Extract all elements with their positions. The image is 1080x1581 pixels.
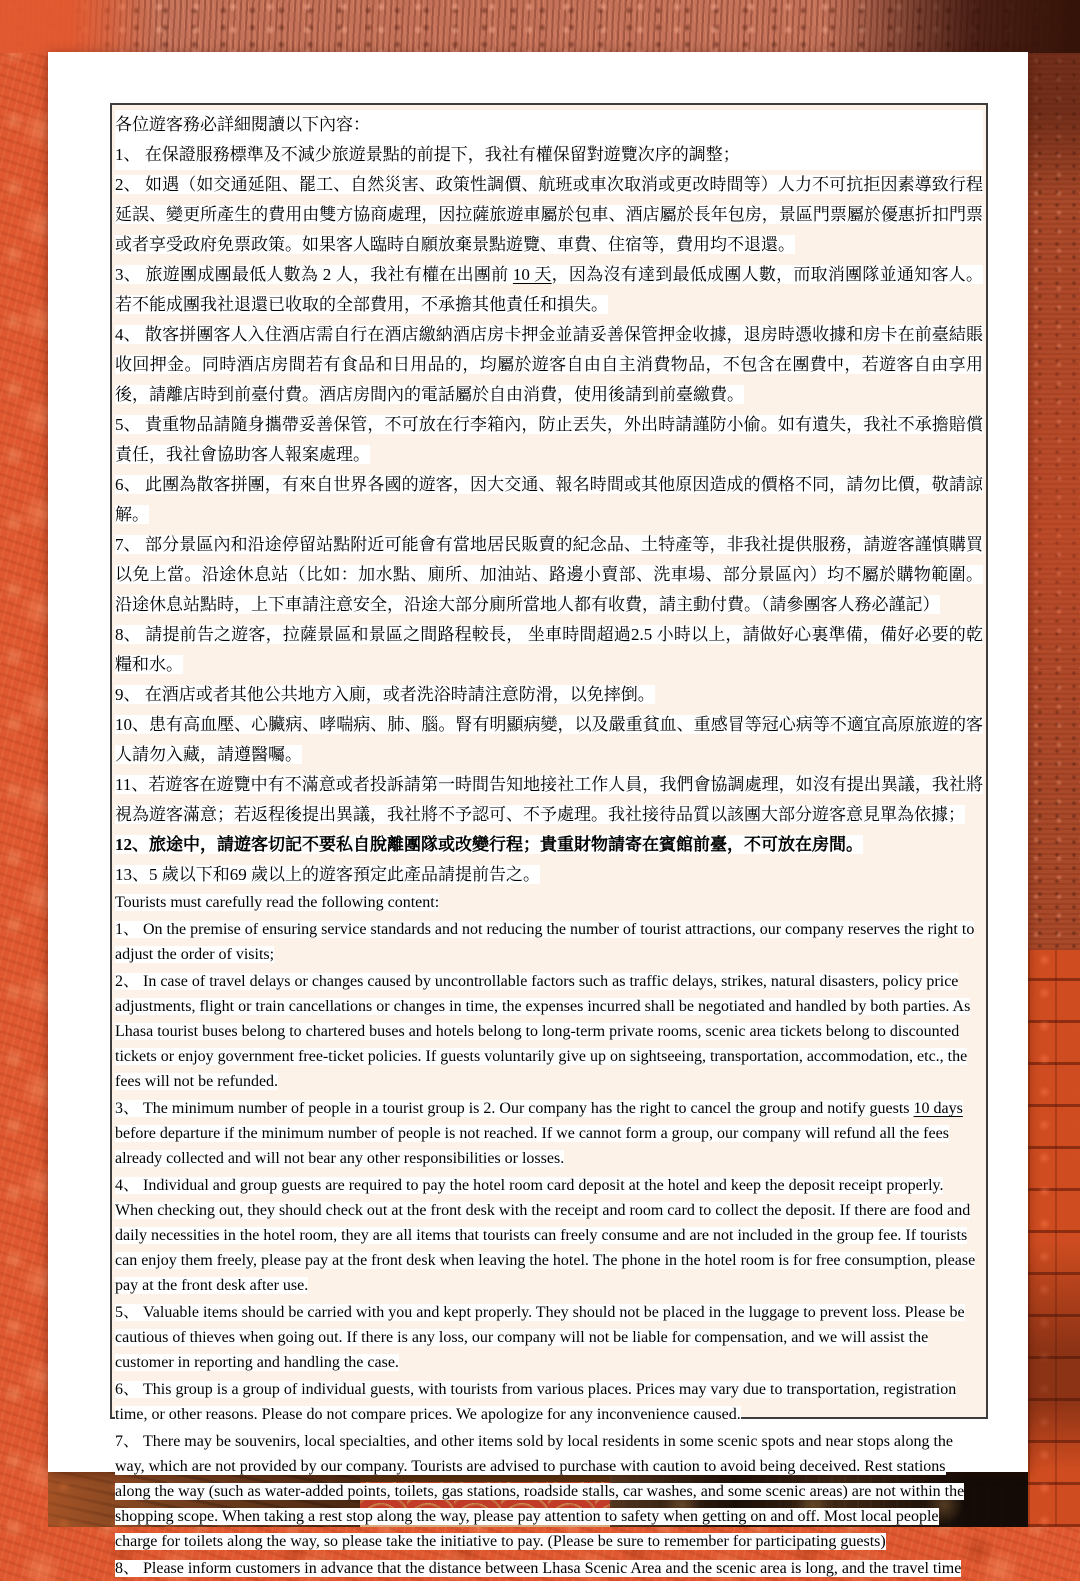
text-run: 11、若遊客在遊覽中有不滿意或者投訴請第一時間告知地接社工作人員，我們會協調處理，如沒有提出異議，我社將視為遊客滿意；若返程後提出異議，我社將不予認可、不予處理。我社接待品質以該團大部分遊客意見單為依據；	[115, 775, 983, 824]
underlined-text: 10 天	[512, 265, 552, 284]
text-run: 7、 There may be souvenirs, local specialties, and other items sold by local residents in some scenic spots and near stops along the way, which are not provided by our company. Tourists are advised to purchase with caution to avoid being deceived. Rest stations along the way (such as water-added points, toilets, gas stations, roadside stalls, car washes, and some scenic areas) are not within the shopping scope. When taking a rest stop along the way, please pay attention to safety when getting on and off. Most local people charge for toilets along the way, so please take the initiative to pay. (Please be sure to remember for participating guests)	[115, 1433, 965, 1550]
notice-item-zh-7	[115, 530, 983, 620]
notice-item-zh-5	[115, 410, 983, 470]
underlined-text: 10 days	[913, 1100, 963, 1117]
notice-item-en-5	[115, 1300, 983, 1375]
notice-item-zh-2	[115, 170, 983, 260]
notice-item-en-1	[115, 917, 983, 967]
notice-item-zh-11	[115, 770, 983, 830]
text-run: ，因為沒有達到最低成團人數，而取消團隊並通知客人。若不能成團我社退還已收取的全部費用，不承擔其他責任和損失。	[115, 265, 984, 314]
text-run: before departure if the minimum number of people is not reached. If we cannot form a group, our company will refund all the fees already collected and will not bear any other responsibilities or losses.	[115, 1125, 949, 1167]
notice-item-en-8	[115, 1556, 983, 1581]
notice-item-en-2	[115, 969, 983, 1094]
text-run: 6、 此團為散客拼團，有來自世界各國的遊客，因大交通、報名時間或其他原因造成的價格不同，請勿比價，敬請諒解。	[115, 475, 983, 524]
notice-item-en-4	[115, 1173, 983, 1298]
notice-item-en-7	[115, 1429, 983, 1554]
notice-item-zh-10	[115, 710, 983, 770]
text-run: 3、 旅遊團成團最低人數為 2 人，我社有權在出團前	[115, 265, 513, 284]
wall-texture-right-brick	[1028, 950, 1080, 1527]
text-run: Tourists must carefully read the following content:	[115, 894, 440, 911]
notice-item-en-3	[115, 1096, 983, 1171]
notice-item-zh-3	[115, 260, 983, 320]
document-page	[48, 52, 1028, 1577]
notice-item-zh-8	[115, 620, 983, 680]
text-run: 2、 In case of travel delays or changes caused by uncontrollable factors such as traffic delays, strikes, natural disasters, policy price adjustments, flight or train cancellations or changes in time, the expenses incurred shall be negotiated and handled by both parties. As Lhasa tourist buses belong to chartered buses and hotels belong to long-term private rooms, scenic area tickets belong to discounted tickets or enjoy government free-ticket policies. If guests voluntarily give up on sightseeing, transportation, accommodation, etc., the fees will not be refunded.	[115, 973, 971, 1090]
text-run: 8、 請提前告之遊客，拉薩景區和景區之間路程較長， 坐車時間超過2.5 小時以上，請做好心裏準備，備好必要的乾糧和水。	[115, 625, 983, 674]
text-run: 5、 貴重物品請隨身攜帶妥善保管，不可放在行李箱內，防止丟失，外出時請謹防小偷。如有遺失，我社不承擔賠償責任，我社會協助客人報案處理。	[115, 415, 983, 464]
text-run: 1、 On the premise of ensuring service standards and not reducing the number of tourist attractions, our company reserves the right to adjust the order of visits;	[115, 921, 975, 963]
text-run: 10、患有高血壓、心臟病、哮喘病、肺、腦。腎有明顯病變，以及嚴重貧血、重感冒等冠心病等不適宜高原旅遊的客人請勿入藏，請遵醫囑。	[115, 715, 983, 764]
notice-item-zh-13	[115, 860, 983, 890]
wall-texture-right-plaster	[1028, 53, 1080, 950]
notice-header-zh	[115, 110, 983, 140]
text-run: 12、旅途中，請遊客切記不要私自脫離團隊或改變行程；貴重財物請寄在賓館前臺，不可放在房間。	[115, 835, 863, 854]
notice-item-zh-9	[115, 680, 983, 710]
notice-box	[110, 103, 988, 1577]
notice-item-zh-4	[115, 320, 983, 410]
text-run: 4、 散客拼團客人入住酒店需自行在酒店繳納酒店房卡押金並請妥善保管押金收據，退房時憑收據和房卡在前臺結賬收回押金。同時酒店房間若有食品和日用品的，均屬於遊客自由自主消費物品，不包含在團費中，若遊客自由享用後，請離店時到前臺付費。酒店房間內的電話屬於自由消費，使用後請到前臺繳費。	[115, 325, 983, 404]
notice-item-en-6	[115, 1377, 983, 1427]
text-run: 4、 Individual and group guests are required to pay the hotel room card deposit at the hotel and keep the deposit receipt properly. When checking out, they should check out at the front desk with the receipt and room card to collect the deposit. If there are food and daily necessities in the hotel room, they are all items that tourists can freely consume and are not included in the group fee. If tourists can enjoy them freely, please pay at the front desk when leaving the hotel. The phone in the hotel room is for free consumption, please pay at the front desk after use.	[115, 1177, 976, 1294]
text-run: 13、5 歲以下和69 歲以上的遊客預定此產品請提前告之。	[115, 865, 540, 884]
text-run: 1、 在保證服務標準及不減少旅遊景點的前提下，我社有權保留對遊覽次序的調整；	[115, 140, 983, 170]
text-run: 6、 This group is a group of individual guests, with tourists from various places. Prices may vary due to transportation, registration time, or other reasons. Please do not compare prices. We apologize for any inconvenience caused.	[115, 1381, 957, 1423]
text-run: 8、 Please inform customers in advance that the distance between Lhasa Scenic Area and the scenic area is long, and the travel time	[115, 1560, 962, 1577]
text-run: 2、 如遇（如交通延阻、罷工、自然災害、政策性調價、航班或車次取消或更改時間等）人力不可抗拒因素導致行程延誤、變更所產生的費用由雙方協商處理，因拉薩旅遊車屬於包車、酒店屬於長年包房，景區門票屬於優惠折扣門票或者享受政府免票政策。如果客人臨時自願放棄景點遊覽、車費、住宿等，費用均不退還。	[115, 175, 983, 254]
notice-item-zh-12	[115, 830, 983, 860]
notice-item-zh-1	[115, 140, 983, 170]
notice-header-en	[115, 890, 983, 915]
text-run: 9、 在酒店或者其他公共地方入廁，或者洗浴時請注意防滑，以免摔倒。	[115, 685, 655, 704]
text-run: 5、 Valuable items should be carried with you and kept properly. They should not be placed in the luggage to prevent loss. Please be cautious of thieves when going out. If there is any loss, our company will not be liable for compensation, and we will assist the customer in reporting and handling the case.	[115, 1304, 965, 1371]
text-run: 7、 部分景區內和沿途停留站點附近可能會有當地居民販賣的紀念品、土特產等，非我社提供服務，請遊客謹慎購買以免上當。沿途休息站（比如：加水點、廁所、加油站、路邊小賣部、洗車場、部分景區內）均不屬於購物範圍。 沿途休息站點時，上下車請注意安全，沿途大部分廁所當地人都有收費，請主動付費。（請參團客人務必謹記）	[115, 535, 983, 614]
text-run: 各位遊客務必詳細閱讀以下內容：	[115, 110, 983, 140]
text-run: 3、 The minimum number of people in a tourist group is 2. Our company has the right to cancel the group and notify guests	[115, 1100, 914, 1117]
wall-texture-top-band	[0, 0, 1080, 53]
notice-item-zh-6	[115, 470, 983, 530]
